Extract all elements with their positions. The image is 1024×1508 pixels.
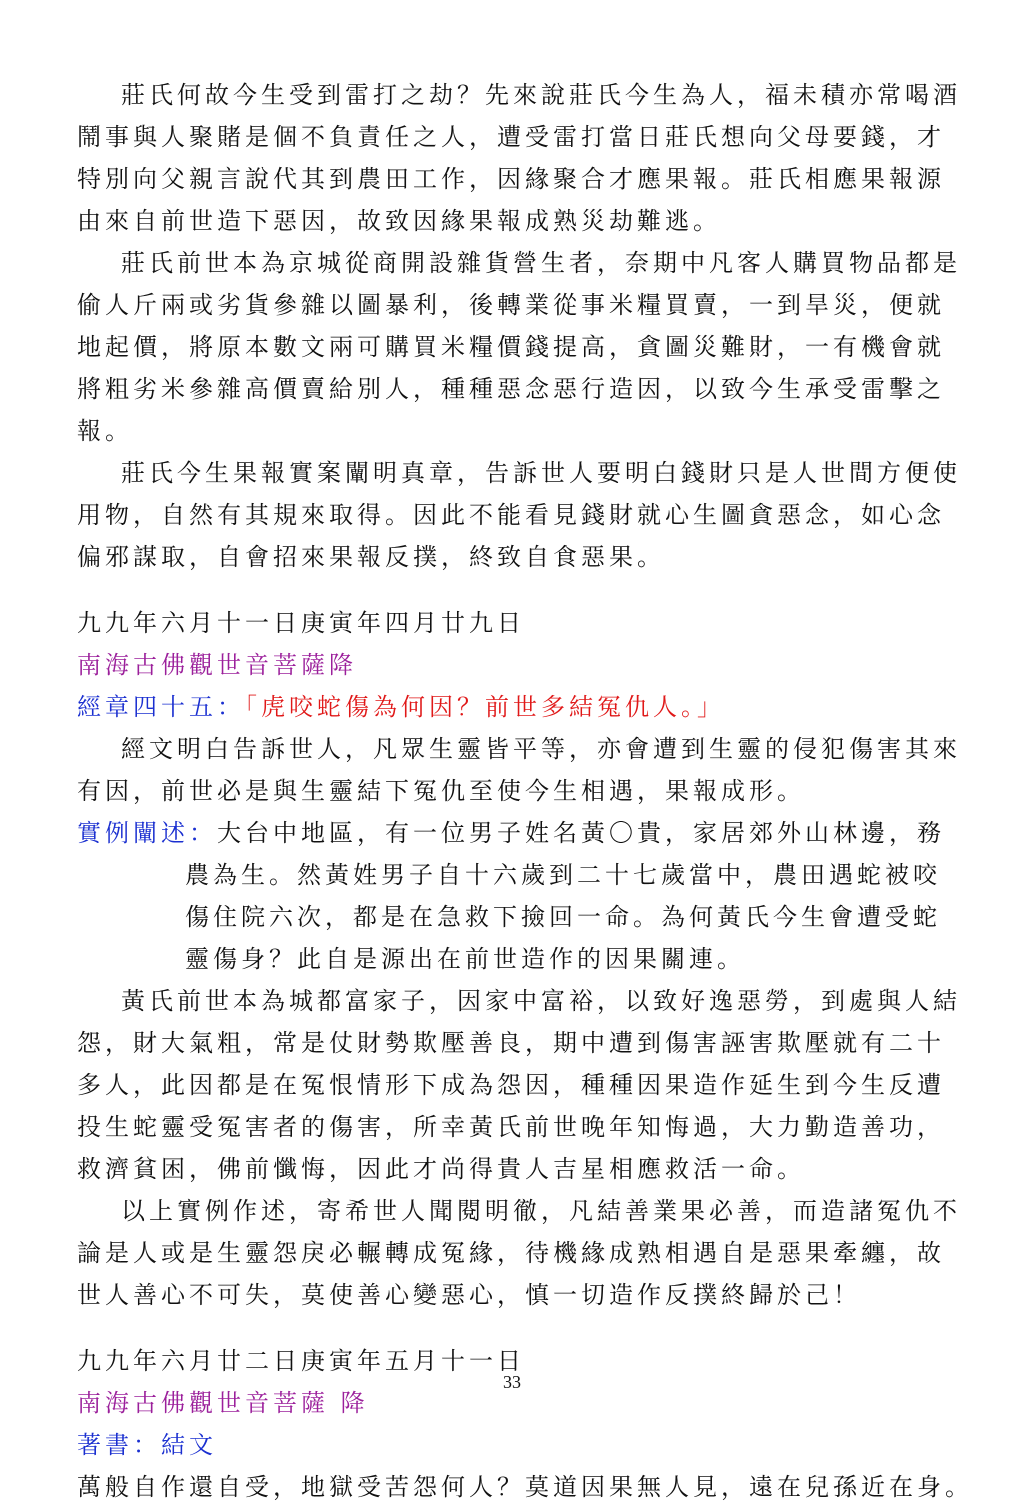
text-line: 救濟貧困，佛前懺悔，因此才尚得貴人吉星相應救活一命。: [77, 1155, 805, 1183]
chapter-label: 經章四十五：: [77, 693, 245, 721]
text-line: 報。: [77, 417, 133, 445]
text-line: 多人，此因都是在冤恨情形下成為怨因，種種因果造作延生到今生反遭: [77, 1071, 945, 1099]
text-line: 經文明白告訴世人，凡眾生靈皆平等，亦會遭到生靈的侵犯傷害其來: [121, 735, 961, 763]
example-line: 靈傷身？此自是源出在前世造作的因果關連。: [185, 945, 745, 973]
book-label: 著書：結文: [77, 1431, 217, 1459]
example-first-line: [77, 812, 951, 854]
deity-heading: 南海古佛觀世音菩薩 降: [77, 1389, 369, 1417]
text-line: 莊氏前世本為京城從商開設雜貨營生者，奈期中凡客人購買物品都是: [121, 249, 961, 277]
page-number: 33: [503, 1372, 521, 1392]
chapter-heading: [77, 686, 951, 728]
closing-verse: 萬般自作還自受，地獄受苦怨何人？莫道因果無人見，遠在兒孫近在身。: [77, 1473, 973, 1501]
page-body: [77, 74, 973, 1508]
text-line: 黃氏前世本為城都富家子，因家中富裕，以致好逸惡勞，到處與人結: [121, 987, 961, 1015]
text-line: 莊氏何故今生受到雷打之劫？先來說莊氏今生為人，福未積亦常喝酒: [121, 81, 961, 109]
example-line: 傷住院六次，都是在急救下撿回一命。為何黃氏今生會遭受蛇: [185, 903, 941, 931]
text-line: 偷人斤兩或劣貨參雜以圖暴利，後轉業從事米糧買賣，一到旱災，便就: [77, 291, 945, 319]
text-line: 地起價，將原本數文兩可購買米糧價錢提高，貪圖災難財，一有機會就: [77, 333, 945, 361]
text-line: 由來自前世造下惡因，故致因緣果報成熟災劫難逃。: [77, 207, 721, 235]
text-line: 莊氏今生果報實案闡明真章，告訴世人要明白錢財只是人世間方便使: [121, 459, 961, 487]
text-line: 以上實例作述，寄希世人聞閱明徹，凡結善業果必善，而造諸冤仇不: [121, 1197, 961, 1225]
text-line: 偏邪謀取，自會招來果報反撲，終致自食惡果。: [77, 543, 665, 571]
text-line: 用物，自然有其規來取得。因此不能看見錢財就心生圖貪惡念，如心念: [77, 501, 945, 529]
text-line: 將粗劣米參雜高價賣給別人，種種惡念惡行造因，以致今生承受雷擊之: [77, 375, 945, 403]
example-line: 農為生。然黃姓男子自十六歲到二十七歲當中，農田遇蛇被咬: [185, 861, 941, 889]
spacer: [77, 578, 951, 602]
text-line: 有因，前世必是與生靈結下冤仇至使今生相遇，果報成形。: [77, 777, 805, 805]
example-label: 實例闡述：: [77, 819, 217, 847]
text-line: 怨，財大氣粗，常是仗財勢欺壓善良，期中遭到傷害誣害欺壓就有二十: [77, 1029, 945, 1057]
text-line: 投生蛇靈受冤害者的傷害，所幸黃氏前世晚年知悔過，大力勤造善功，: [77, 1113, 945, 1141]
text-line: 論是人或是生靈怨戾必輾轉成冤緣，待機緣成熟相遇自是惡果牽纏，故: [77, 1239, 945, 1267]
spacer: [77, 1316, 951, 1340]
text-line: 鬧事與人聚賭是個不負責任之人，遭受雷打當日莊氏想向父母要錢，才: [77, 123, 945, 151]
example-text: 大台中地區，有一位男子姓名黃〇貴，家居郊外山林邊，務: [217, 819, 945, 847]
chapter-title: 「虎咬蛇傷為何因？前世多結冤仇人。」: [245, 693, 725, 721]
text-line: 特別向父親言說代其到農田工作，因緣聚合才應果報。莊氏相應果報源: [77, 165, 945, 193]
deity-heading: 南海古佛觀世音菩薩降: [77, 651, 357, 679]
section-date: 九九年六月十一日庚寅年四月廿九日: [77, 609, 525, 637]
section-date: 九九年六月廿二日庚寅年五月十一日: [77, 1347, 525, 1375]
text-line: 世人善心不可失，莫使善心變惡心，慎一切造作反撲終歸於己！: [77, 1281, 861, 1309]
